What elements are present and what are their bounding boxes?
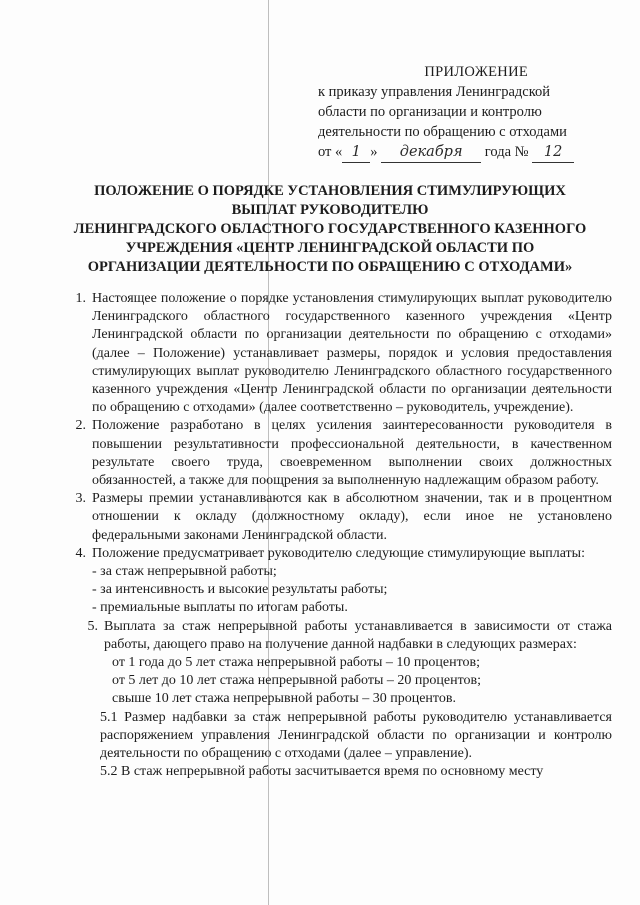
handwritten-number: 12	[532, 142, 574, 163]
list-item	[52, 290, 612, 417]
list-item-text: Настоящее положение о порядке установления стимулирующих выплат руководителю Ленинградского областного государственного казенного учреждения «Центр Ленинградской области по организации деятельности по обращению с отходами» (далее – Положение) устанавливает размеры, порядок и условия предоставления стимулирующих выплат руководителю Ленинградского областного государственного казенного учреждения «Центр Ленинградской области по организации деятельности по обращению с отходами» (далее соответственно – руководитель, учреждение).	[92, 291, 612, 416]
sub-item: - за стаж непрерывной работы;	[92, 564, 277, 580]
handwritten-month: декабря	[381, 142, 481, 163]
list-item	[52, 490, 612, 545]
document-body	[52, 290, 612, 781]
heading-line-5: ОРГАНИЗАЦИИ ДЕЯТЕЛЬНОСТИ ПО ОБРАЩЕНИЮ С ОТХОДАМИ»	[87, 259, 573, 275]
heading-line-1: ПОЛОЖЕНИЕ О ПОРЯДКЕ УСТАНОВЛЕНИЯ СТИМУЛИРУЮЩИХ	[94, 183, 566, 199]
list-item-text: Положение предусматривает руководителю следующие стимулирующие выплаты:	[92, 545, 585, 561]
list-item-number: 2.	[75, 418, 86, 434]
list-item-text: Положение разработано в целях усиления заинтересованности руководителя в повышении результативности профессиональной деятельности, в качественном результате своего труда, своевременном выполнении своих должностных обязанностей, а также для поощрения за выполненную надлежащим образом работу.	[92, 418, 612, 489]
heading-line-2: ВЫПЛАТ РУКОВОДИТЕЛЮ	[231, 202, 429, 218]
list-item	[52, 417, 612, 490]
appendix-title: ПРИЛОЖЕНИЕ	[424, 64, 528, 80]
list-item-number: 1.	[75, 291, 86, 306]
sub-item: - за интенсивность и высокие результаты работы;	[92, 582, 388, 598]
appendix-block	[318, 62, 618, 163]
list-item-number: 5.	[87, 618, 98, 634]
date-prefix: от «	[318, 144, 343, 160]
list-item-text: Выплата за стаж непрерывной работы устанавливается в зависимости от стажа работы, дающего право на получение данной надбавки в следующих размерах:	[104, 618, 612, 652]
list-item	[52, 545, 612, 563]
sub-item: - премиальные выплаты по итогам работы.	[92, 600, 348, 616]
appendix-line-2: области по организации и контролю	[318, 104, 542, 120]
date-suffix: года №	[484, 144, 529, 160]
appendix-date-line	[318, 142, 618, 163]
document-heading	[60, 182, 600, 277]
range-line: от 1 года до 5 лет стажа непрерывной работы – 10 процентов;	[112, 655, 481, 671]
handwritten-day: 1	[342, 142, 370, 163]
range-line: от 5 лет до 10 лет стажа непрерывной работы – 20 процентов;	[112, 673, 482, 689]
paragraph-5-1: 5.1 Размер надбавки за стаж непрерывной работы руководителю устанавливается распоряжением управления Ленинградской области по организации и контролю деятельности по обращению с отходами (далее – управление).	[100, 709, 612, 762]
list-item-number: 4.	[75, 545, 86, 561]
heading-line-4: УЧРЕЖДЕНИЯ «ЦЕНТР ЛЕНИНГРАДСКОЙ ОБЛАСТИ ПО	[125, 240, 535, 256]
heading-line-3: ЛЕНИНГРАДСКОГО ОБЛАСТНОГО ГОСУДАРСТВЕННОГО КАЗЕННОГО	[73, 221, 587, 237]
range-line: свыше 10 лет стажа непрерывной работы – 30 процентов.	[112, 691, 456, 707]
appendix-line-3: деятельности по обращению с отходами	[318, 124, 567, 140]
paragraph-5-2: 5.2 В стаж непрерывной работы засчитывается время по основному месту	[100, 764, 544, 780]
list-item-text: Размеры премии устанавливаются как в абсолютном значении, так и в процентном отношении к окладу (должностному окладу), если иное не установлено федеральными законами Ленинградской области.	[92, 491, 612, 543]
list-item	[52, 618, 612, 654]
appendix-line-1: к приказу управления Ленинградской	[318, 84, 551, 100]
list-item-number: 3.	[75, 491, 86, 507]
date-mid: »	[370, 144, 378, 160]
